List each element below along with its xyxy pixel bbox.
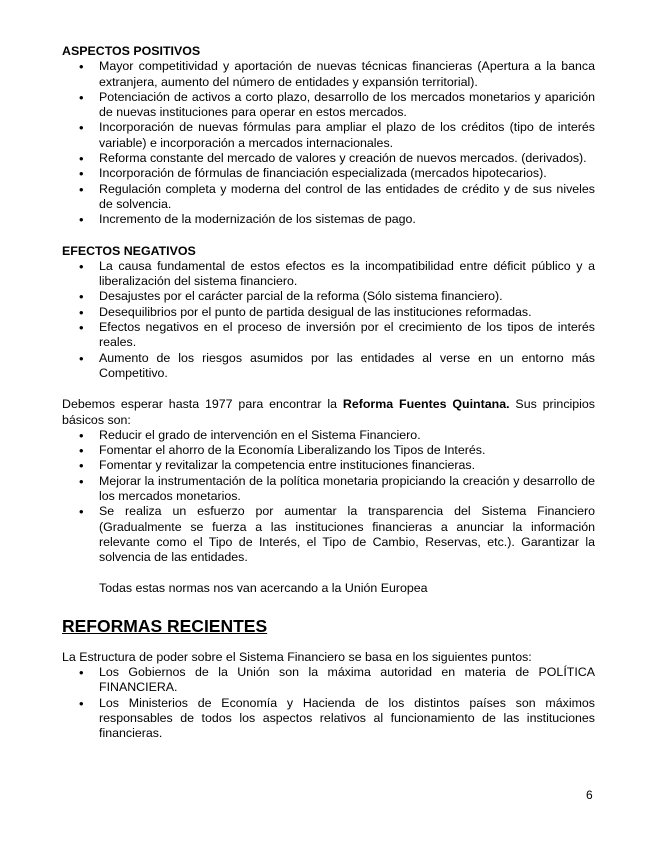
recent-heading: REFORMAS RECIENTES bbox=[62, 615, 268, 636]
list-item: • Reducir el grado de intervención en el Sistema Financiero. bbox=[62, 428, 595, 443]
list-item: • Reforma constante del mercado de valores y creación de nuevos mercados. (derivados). bbox=[62, 151, 595, 166]
recent-intro: La Estructura de poder sobre el Sistema Financiero se basa en los siguientes puntos: bbox=[62, 649, 532, 664]
list-item: • Desajustes por el carácter parcial de la reforma (Sólo sistema financiero). bbox=[62, 289, 595, 304]
fuentes-intro bbox=[62, 397, 595, 428]
fuentes-closing: Todas estas normas nos van acercando a la Unión Europea bbox=[99, 580, 428, 595]
list-item: • La causa fundamental de estos efectos es la incompatibilidad entre déficit público y a liberalización del sistema financiero. bbox=[62, 259, 595, 290]
list-item: • Desequilibrios por el punto de partida desigual de las instituciones reformadas. bbox=[62, 305, 595, 320]
document-page bbox=[62, 44, 595, 742]
fuentes-reform-name: Reforma Fuentes Quintana. bbox=[342, 397, 510, 412]
list-item: • Fomentar y revitalizar la competencia entre instituciones financieras. bbox=[62, 458, 595, 473]
positive-heading: ASPECTOS POSITIVOS bbox=[62, 44, 201, 58]
positive-list bbox=[62, 59, 595, 227]
list-item: • Mayor competitividad y aportación de nuevas técnicas financieras (Apertura a la banca extranjera, aumento del número de entidades y expansión territorial). bbox=[62, 59, 595, 90]
list-item: • Incorporación de fórmulas de financiación especializada (mercados hipotecarios). bbox=[62, 166, 595, 181]
list-item: • Fomentar el ahorro de la Economía Liberalizando los Tipos de Interés. bbox=[62, 443, 595, 458]
list-item: • Mejorar la instrumentación de la política monetaria propiciando la creación y desarrollo de los mercados monetarios. bbox=[62, 474, 595, 505]
fuentes-intro-before: Debemos esperar hasta 1977 para encontrar la bbox=[62, 397, 343, 412]
fuentes-intro-after: Sus principios básicos son: bbox=[62, 397, 595, 427]
fuentes-list bbox=[62, 428, 595, 566]
list-item: • Incorporación de nuevas fórmulas para ampliar el plazo de los créditos (tipo de interés variable) e incorporación a mercados internacionales. bbox=[62, 120, 595, 151]
page-number: 6 bbox=[586, 788, 593, 802]
list-item: • Efectos negativos en el proceso de inversión por el crecimiento de los tipos de interés reales. bbox=[62, 320, 595, 351]
negative-list bbox=[62, 259, 595, 381]
recent-list bbox=[62, 665, 595, 741]
list-item: • Regulación completa y moderna del control de las entidades de crédito y de sus niveles de solvencia. bbox=[62, 182, 595, 213]
list-item: • Los Gobiernos de la Unión son la máxima autoridad en materia de POLÍTICA FINANCIERA. bbox=[62, 665, 595, 696]
list-item: • Incremento de la modernización de los sistemas de pago. bbox=[62, 212, 595, 227]
list-item: • Los Ministerios de Economía y Hacienda de los distintos países son máximos responsables de todos los aspectos relativos al funcionamiento de las instituciones financieras. bbox=[62, 696, 595, 742]
list-item: • Aumento de los riesgos asumidos por las entidades al verse en un entorno más Competitivo. bbox=[62, 351, 595, 382]
list-item: • Potenciación de activos a corto plazo, desarrollo de los mercados monetarios y aparición de nuevas instituciones para operar en estos mercados. bbox=[62, 90, 595, 121]
negative-heading: EFECTOS NEGATIVOS bbox=[62, 243, 196, 258]
list-item: • Se realiza un esfuerzo por aumentar la transparencia del Sistema Financiero (Gradualmente se fuerza a las instituciones financieras a anunciar la información relevante como el Tipo de Interés, el Tipo de Cambio, Reservas, etc.). Garantizar la solvencia de las entidades. bbox=[62, 504, 595, 565]
